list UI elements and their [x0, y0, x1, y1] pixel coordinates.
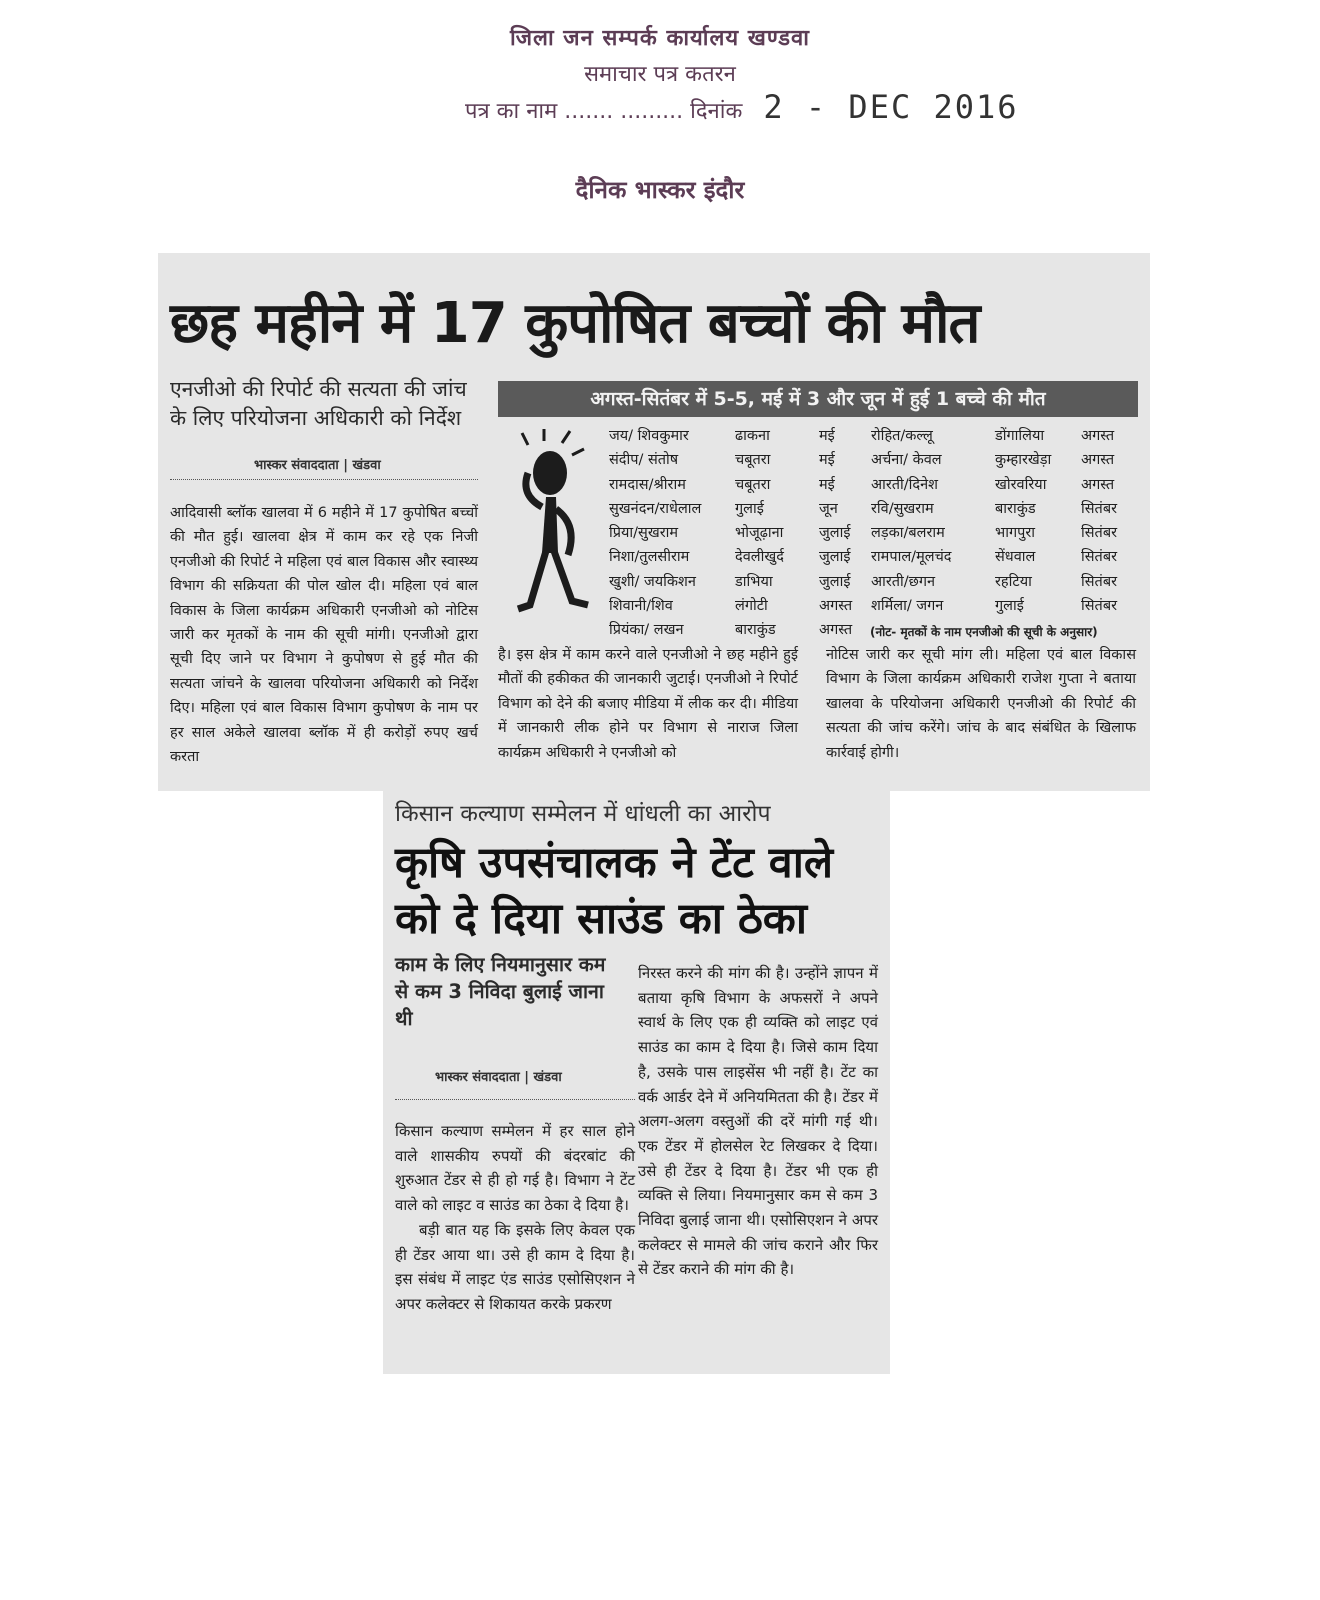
death-record-row: [871, 448, 1141, 472]
news-clipping-malnutrition: [158, 253, 1150, 791]
death-record-row: [871, 497, 1141, 521]
death-month: सितंबर: [1081, 500, 1118, 517]
village-name: रहटिया: [995, 573, 1032, 590]
village-name: ढाकना: [735, 428, 770, 444]
death-record-row: [871, 570, 1141, 594]
death-month: मई: [819, 476, 835, 493]
date-label: दिनांक: [690, 99, 743, 124]
death-record-row: [609, 424, 869, 448]
death-month: अगस्त: [1081, 476, 1115, 493]
death-record-row: [609, 594, 869, 618]
death-month: अगस्त: [819, 622, 853, 639]
child-parent-name: रामपाल/मूलचंद: [871, 549, 952, 566]
child-parent-name: अर्चना/ केवल: [871, 452, 942, 469]
village-name: लंगोटी: [735, 598, 768, 615]
death-month: सितंबर: [1081, 573, 1118, 590]
death-record-row: [871, 545, 1141, 569]
death-month: जुलाई: [819, 549, 851, 566]
village-name: गुलाई: [995, 598, 1024, 615]
table-note: (नोट- मृतकों के नाम एनजीओ की सूची के अनुसार): [870, 625, 1098, 639]
village-name: चबूतरा: [735, 476, 771, 493]
child-parent-name: प्रियंका/ लखन: [609, 622, 684, 639]
village-name: सेंधवाल: [995, 549, 1036, 566]
article-deck: काम के लिए नियमानुसार कम से कम 3 निविदा बुलाई जाना थी: [395, 953, 606, 1030]
death-month: सितंबर: [1081, 549, 1118, 566]
death-month: अगस्त: [1081, 428, 1115, 444]
death-record-row: [609, 497, 869, 521]
child-parent-name: रोहित/कल्लू: [871, 428, 933, 444]
death-record-row: [871, 521, 1141, 545]
child-parent-name: आरती/छगन: [871, 573, 936, 590]
clipping-label: समाचार पत्र कतरन: [584, 62, 736, 87]
death-record-row: [871, 594, 1141, 618]
paragraph: किसान कल्याण सम्मेलन में हर साल होने वाले शासकीय रुपयों की बंदरबांट की शुरुआत टेंडर से ही हो गई है। विभाग ने टेंट वाले को लाइट व साउंड का ठेका दे दिया है।: [395, 1122, 635, 1215]
village-name: बाराकुंड: [735, 622, 776, 639]
article-column: नोटिस जारी कर सूची मांग ली। महिला एवं बाल विकास विभाग के जिला कार्यक्रम अधिकारी राजेश गुप्ता ने बताया खालवा के परियोजना अधिकारी एनजीओ की रिपोर्ट की सत्यता की जांच करेंगे। जांच के बाद संबंधित के खिलाफ कार्रवाई होगी।: [826, 647, 1136, 761]
death-month: मई: [819, 452, 835, 469]
article-headline: छह महीने में 17 कुपोषित बच्चों की मौत: [170, 291, 980, 356]
death-month: मई: [819, 428, 835, 444]
child-parent-name: प्रिया/सुखराम: [609, 525, 679, 542]
byline: भास्कर संवाददाता | खंडवा: [254, 458, 381, 473]
death-record-row: [871, 424, 1141, 448]
death-month: सितंबर: [1081, 598, 1118, 615]
village-name: कुम्हारखेड़ा: [995, 452, 1052, 469]
village-name: बाराकुंड: [995, 500, 1036, 517]
death-month: सितंबर: [1081, 525, 1118, 542]
village-name: भागपुरा: [995, 525, 1036, 542]
death-month: अगस्त: [819, 598, 853, 615]
village-name: डाभिया: [735, 573, 773, 590]
article-column: [395, 1119, 635, 1317]
death-record-row: [871, 473, 1141, 497]
child-parent-name: शिवानी/शिव: [609, 598, 673, 615]
village-name: देवलीखुर्द: [735, 549, 784, 566]
paragraph: बड़ी बात यह कि इसके लिए केवल एक ही टेंडर आया था। उसे ही काम दे दिया है। इस संबंध में लाइट एंड साउंड एसोसिएशन ने अपर कलेक्टर से शिकायत करके प्रकरण: [395, 1220, 635, 1313]
village-name: डोंगालिया: [995, 428, 1045, 444]
death-record-row: [609, 448, 869, 472]
article-kicker: किसान कल्याण सम्मेलन में धांधली का आरोप: [395, 801, 771, 827]
deaths-summary-band: अगस्त-सितंबर में 5-5, मई में 3 और जून में हुई 1 बच्चे की मौत: [498, 381, 1138, 417]
newspaper-name: दैनिक भास्कर इंदौर: [575, 176, 745, 204]
child-parent-name: शर्मिला/ जगन: [871, 598, 944, 615]
article-column: निरस्त करने की मांग की है। उन्होंने ज्ञापन में बताया कृषि विभाग के अफसरों ने अपने स्वार्थ के लिए एक ही व्यक्ति को लाइट एवं साउंड का काम दे दिया है। जिसे काम दिया है, उसके पास लाइसेंस भी नहीं है। टेंट का वर्क आर्डर देने में अनियमितता की है। टेंडर में अलग-अलग वस्तुओं की दरें मांगी गई थी। एक टेंडर में होलसेल रेट लिखकर दे दिया। उसे ही टेंडर दे दिया है। टेंडर भी एक ही व्यक्ति से लिया। नियमानुसार कम से कम 3 निविदा बुलाई जाना थी। एसोसिएशन ने अपर कलेक्टर से मामले की जांच कराने और फिर से टेंडर कराने की मांग की है।: [638, 964, 878, 1279]
child-parent-name: खुशी/ जयकिशन: [609, 573, 696, 590]
sad-child-figure-icon: [498, 425, 603, 635]
deaths-table-right: [871, 424, 1141, 618]
divider: [395, 1099, 635, 1100]
village-name: गुलाई: [735, 500, 764, 517]
article-deck: एनजीओ की रिपोर्ट की सत्यता की जांच के लिए परियोजना अधिकारी को निर्देश: [170, 377, 467, 430]
child-parent-name: रवि/सुखराम: [871, 500, 934, 517]
death-month: जुलाई: [819, 573, 851, 590]
office-stamp-title: जिला जन सम्पर्क कार्यालय खण्डवा: [510, 26, 810, 51]
article-column: आदिवासी ब्लॉक खालवा में 6 महीने में 17 कुपोषित बच्चों की मौत हुई। खालवा क्षेत्र में काम कर रहे एक निजी एनजीओ की रिपोर्ट ने महिला एवं बाल विकास और स्वास्थ्य विभाग की सक्रियता की पोल खोल दी। महिला एवं बाल विकास के जिला कार्यक्रम अधिकारी एनजीओ को नोटिस जारी कर मृतकों के नाम की सूची मांगी। एनजीओ द्वारा सूची दिए जाने पर विभाग ने कुपोषण से हुई मौत की सत्यता जांचने के खालवा परियोजना अधिकारी को निर्देश दिए। महिला एवं बाल विकास विभाग कुपोषण के नाम पर हर साल अकेले खालवा ब्लॉक में ही करोड़ों रुपए खर्च करता: [170, 505, 478, 766]
death-record-row: [609, 570, 869, 594]
death-month: जुलाई: [819, 525, 851, 542]
death-record-row: [609, 521, 869, 545]
deaths-table-left: [609, 424, 869, 643]
child-parent-name: जय/ शिवकुमार: [609, 428, 689, 444]
village-name: भोजूढ़ाना: [735, 525, 784, 542]
byline: भास्कर संवाददाता | खंडवा: [435, 1070, 562, 1085]
death-record-row: [609, 618, 869, 642]
death-month: अगस्त: [1081, 452, 1115, 469]
village-name: चबूतरा: [735, 452, 771, 469]
stamp-date-row: [465, 88, 1019, 126]
divider: [170, 479, 478, 480]
death-record-row: [609, 473, 869, 497]
child-parent-name: सुखनंदन/राधेलाल: [609, 500, 702, 517]
article-column: है। इस क्षेत्र में काम करने वाले एनजीओ ने छह महीने हुई मौतों की हकीकत की जानकारी जुटाई। एनजीओ ने रिपोर्ट विभाग को देने की बजाए मीडिया में लीक कर दी। मीडिया में जानकारी लीक होने पर विभाग से नाराज जिला कार्यक्रम अधिकारी ने एनजीओ को: [498, 647, 798, 761]
child-parent-name: रामदास/श्रीराम: [609, 476, 686, 493]
child-parent-name: लड़का/बलराम: [871, 525, 945, 542]
village-name: खोरवरिया: [995, 476, 1047, 493]
death-record-row: [609, 545, 869, 569]
article-headline: कृषि उपसंचालक ने टेंट वाले को दे दिया साउंड का ठेका: [395, 838, 833, 944]
paper-name-label: पत्र का नाम ....... .........: [465, 99, 684, 124]
child-parent-name: निशा/तुलसीराम: [609, 549, 690, 566]
news-clipping-tender: [383, 791, 890, 1374]
date-value: 2 - DEC 2016: [763, 88, 1019, 126]
child-parent-name: आरती/दिनेश: [871, 476, 939, 493]
child-parent-name: संदीप/ संतोष: [609, 452, 679, 469]
death-month: जून: [819, 500, 838, 517]
